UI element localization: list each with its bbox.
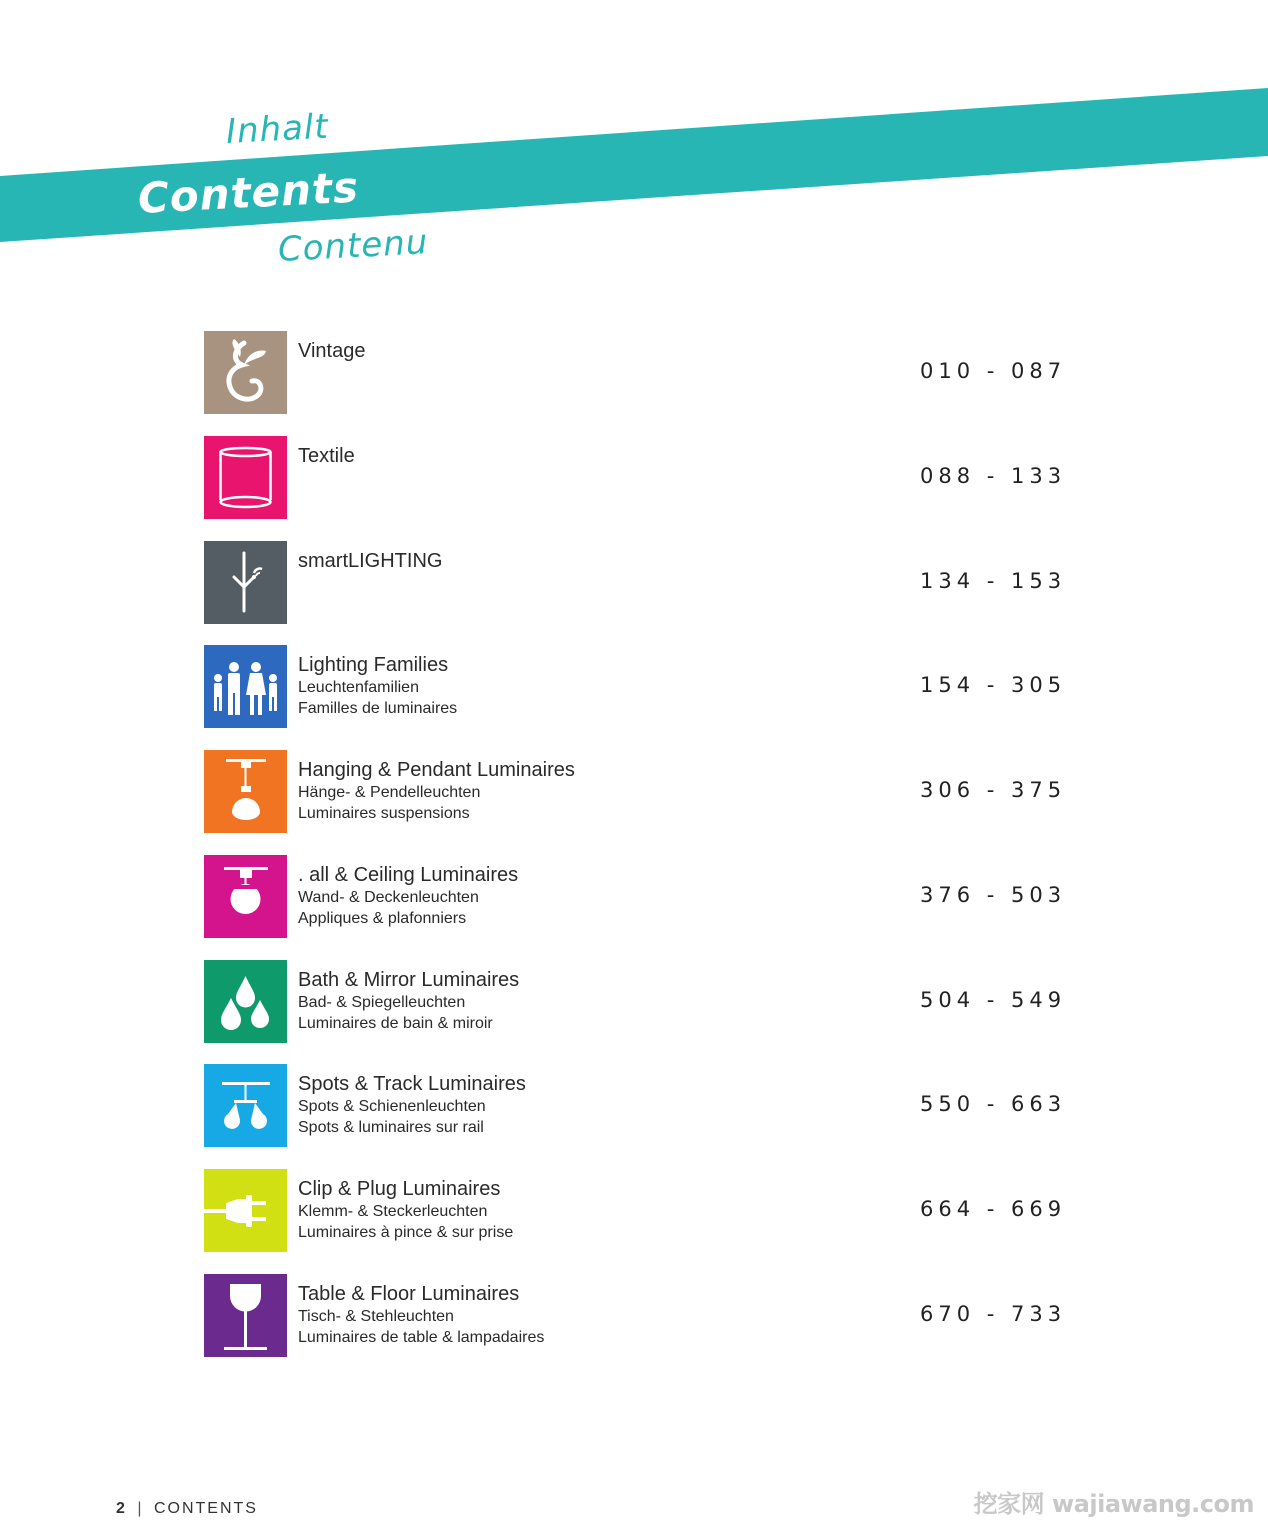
entry-subtitle-de: Klemm- & Steckerleuchten (298, 1203, 488, 1220)
title-contenu: Contenu (276, 222, 430, 270)
page-range: 306 - 375 (920, 778, 1067, 802)
entry-title: Table & Floor Luminaires (298, 1283, 520, 1305)
plug-icon (204, 1169, 287, 1252)
entry-subtitle-de: Bad- & Spiegelleuchten (298, 994, 466, 1011)
entry-subtitle-fr: Luminaires suspensions (298, 805, 470, 822)
entry-title: . all & Ceiling Luminaires (298, 864, 519, 886)
spotlights-icon (204, 1064, 287, 1147)
page-range: 154 - 305 (920, 673, 1067, 697)
entry-subtitle-fr: Luminaires à pince & sur prise (298, 1224, 514, 1241)
toc-entry-bath-mirror[interactable] (204, 960, 1084, 1044)
toc-entry-smartlighting[interactable] (204, 541, 1084, 625)
header-banner (0, 0, 1268, 300)
page-range: 088 - 133 (920, 464, 1067, 488)
page-number: 2 (116, 1500, 127, 1517)
entry-title: Vintage (298, 340, 366, 362)
toc-entry-vintage[interactable] (204, 331, 1084, 415)
toc-entry-clip-plug[interactable] (204, 1169, 1084, 1253)
entry-subtitle-fr: Appliques & plafonniers (298, 910, 467, 927)
page-range: 010 - 087 (920, 359, 1067, 383)
leaf-swirl-icon (204, 331, 287, 414)
entry-subtitle-fr: Spots & luminaires sur rail (298, 1119, 484, 1136)
entry-subtitle-fr: Familles de luminaires (298, 700, 458, 717)
entry-subtitle-de: Spots & Schienenleuchten (298, 1098, 486, 1115)
toc-entry-spots-track[interactable] (204, 1064, 1084, 1148)
toc-entry-textile[interactable] (204, 436, 1084, 520)
entry-subtitle-de: Hänge- & Pendelleuchten (298, 784, 481, 801)
entry-subtitle-fr: Luminaires de table & lampadaires (298, 1329, 545, 1346)
family-icon (204, 645, 287, 728)
entry-title: Hanging & Pendant Luminaires (298, 759, 575, 781)
watermark: 挖家网 wajiawang.com (973, 1490, 1254, 1518)
toc-entry-table-floor[interactable] (204, 1274, 1084, 1358)
fabric-shade-icon (204, 436, 287, 519)
entry-title: Textile (298, 445, 355, 467)
entry-subtitle-fr: Luminaires de bain & miroir (298, 1015, 493, 1032)
entry-subtitle-de: Leuchtenfamilien (298, 679, 419, 696)
footer-section-label: CONTENTS (153, 1500, 258, 1517)
page-range: 376 - 503 (920, 883, 1067, 907)
pendant-lamp-icon (204, 750, 287, 833)
smart-lamp-icon (204, 541, 287, 624)
page-footer (116, 1500, 258, 1518)
ceiling-lamp-icon (204, 855, 287, 938)
title-contents: Contents (136, 162, 361, 223)
entry-title: Bath & Mirror Luminaires (298, 969, 520, 991)
toc-entry-hanging-pendant[interactable] (204, 750, 1084, 834)
entry-title: smartLIGHTING (298, 550, 443, 572)
entry-title: Clip & Plug Luminaires (298, 1178, 501, 1200)
toc-entry-wall-ceiling[interactable] (204, 855, 1084, 939)
title-inhalt: Inhalt (224, 106, 330, 152)
water-drops-icon (204, 960, 287, 1043)
page-range: 670 - 733 (920, 1302, 1067, 1326)
entry-title: Spots & Track Luminaires (298, 1073, 526, 1095)
entry-subtitle-de: Tisch- & Stehleuchten (298, 1308, 454, 1325)
toc-entry-lighting-families[interactable] (204, 645, 1084, 729)
entry-title: Lighting Families (298, 654, 449, 676)
entry-subtitle-de: Wand- & Deckenleuchten (298, 889, 479, 906)
page-range: 134 - 153 (920, 569, 1067, 593)
page-range: 550 - 663 (920, 1092, 1067, 1116)
page-range: 664 - 669 (920, 1197, 1067, 1221)
table-lamp-icon (204, 1274, 287, 1357)
footer-separator: | (137, 1500, 144, 1517)
page-range: 504 - 549 (920, 988, 1067, 1012)
